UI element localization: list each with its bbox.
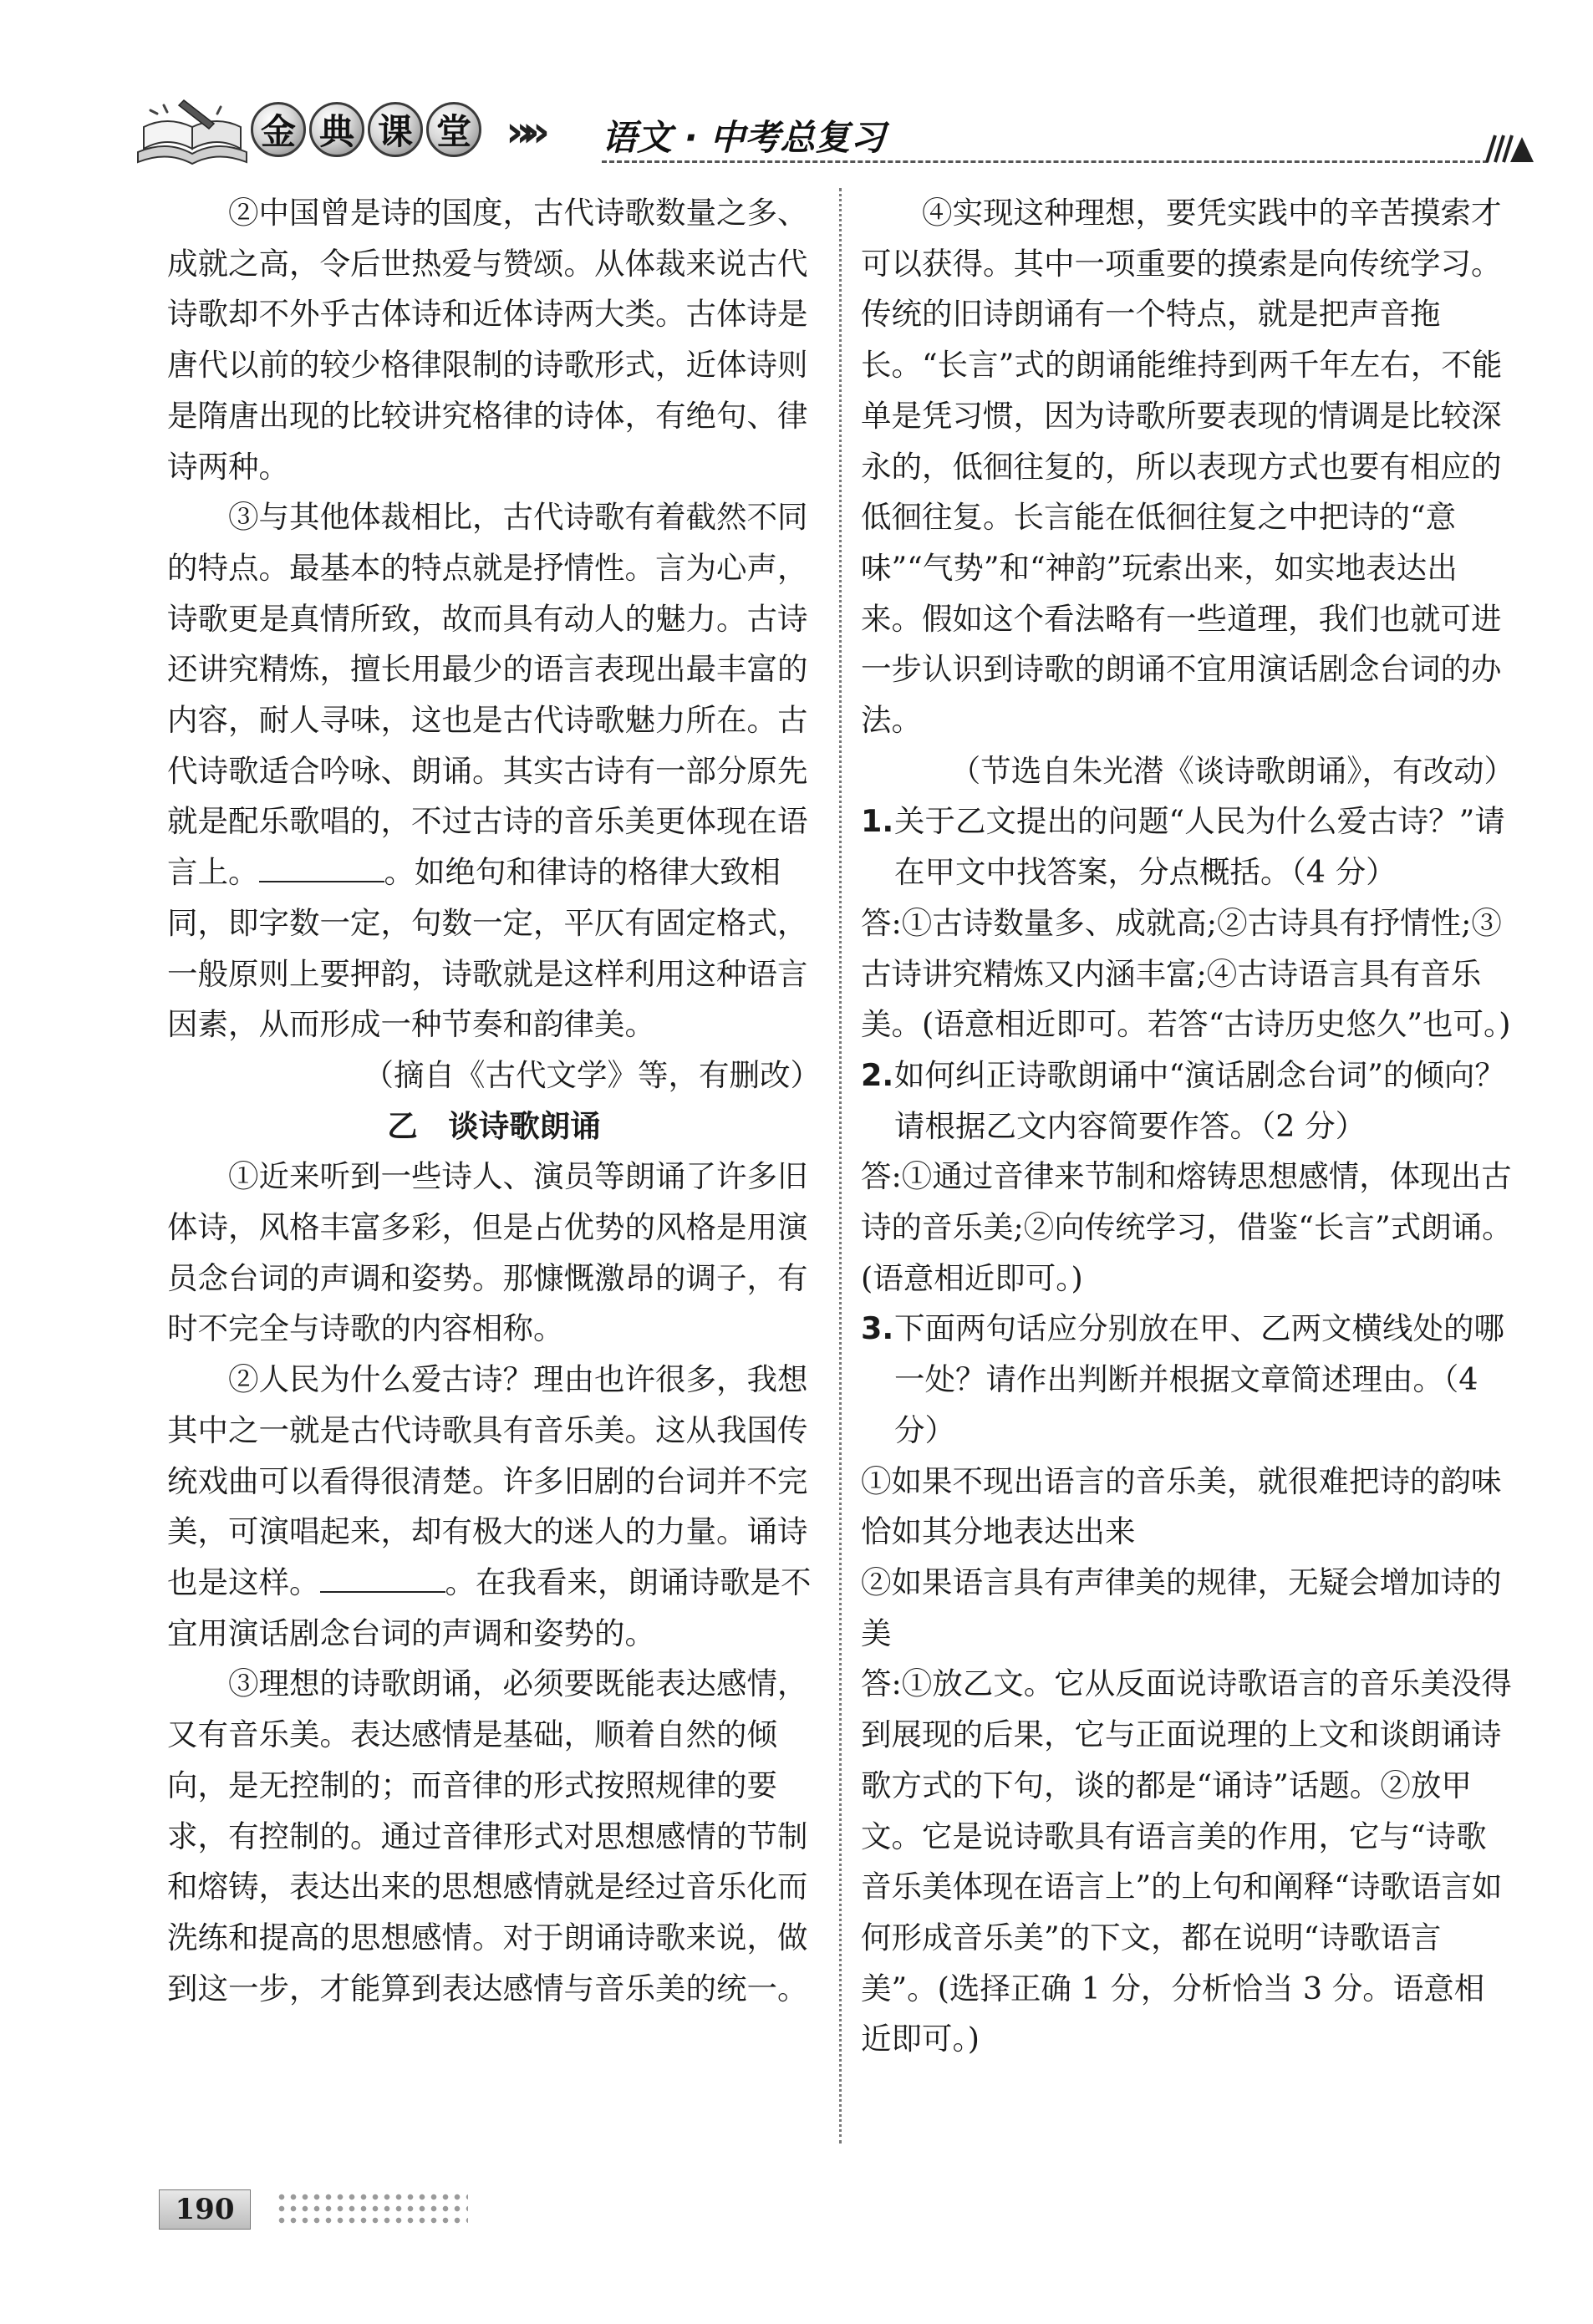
paragraph-text: 。如绝句和律诗的格律大致相同，即字数一定，句数一定，平仄有固定格式，一般原则上要押韵，诗歌就是这样利用这种语言因素，从而形成一种节奏和韵律美。 — [167, 854, 808, 1043]
question-number: 1. — [861, 803, 894, 840]
answer-block — [861, 898, 1514, 1050]
subject-title: 语文 · 中考总复习 — [602, 117, 886, 158]
footer-dots — [276, 2191, 468, 2228]
answer-text: 答:①古诗数量多、成就高;②古诗具有抒情性;③古诗讲究精炼又内涵丰富;④古诗语言具有音乐美。(语意相近即可。若答“古诗历史悠久”也可。) — [861, 904, 1511, 1043]
paragraph: ④实现这种理想，要凭实践中的辛苦摸索才可以获得。其中一项重要的摸索是向传统学习。传统的旧诗朗诵有一个特点，就是把声音拖长。“长言”式的朗诵能维持到两千年左右，不能单是凭习惯，因为诗歌所要表现的情调是比较深永的，低徊往复的，所以表现方式也要有相应的低徊往复。长言能在低徊往复之中把诗的“意味”“气势”和“神韵”玩索出来，如实地表达出来。假如这个看法略有一些道理，我们也就可进一步认识到诗歌的朗诵不宜用演话剧念台词的办法。 — [861, 195, 1503, 739]
question-2 — [861, 1050, 1514, 1152]
paragraph: ②中国曾是诗的国度，古代诗歌数量之多、成就之高，令后世热爱与赞颂。从体裁来说古代诗歌却不外乎古体诗和近体诗两大类。古体诗是唐代以前的较少格律限制的诗歌形式，近体诗则是隋唐出现的比较讲究格律的诗体，有绝句、律诗两种。 — [167, 195, 808, 485]
paragraph: ③理想的诗歌朗诵，必须要既能表达感情，又有音乐美。表达感情是基础，顺着自然的倾向，是无控制的；而音律的形式按照规律的要求，有控制的。通过音律形式对思想感情的节制和熔铸，表达出来的思想感情就是经过音乐化而洗练和提高的思想感情。对于朗诵诗歌来说，做到这一步，才能算到表达感情与音乐美的统一。 — [167, 1665, 808, 2006]
brand-char: 堂 — [426, 102, 481, 157]
source-citation: （摘自《古代文学》等，有删改） — [363, 1056, 821, 1093]
brand-char: 课 — [368, 102, 423, 157]
option-sentence: ①如果不现出语言的音乐美，就很难把诗的韵味恰如其分地表达出来 — [861, 1462, 1502, 1550]
source-citation: （节选自朱光潜《谈诗歌朗诵》，有改动） — [949, 752, 1514, 789]
page-header — [125, 84, 1513, 175]
header-divider — [602, 160, 1488, 163]
left-column — [167, 188, 821, 2014]
article-subtitle: 乙 谈诗歌朗诵 — [387, 1107, 601, 1144]
question-text: 下面两句话应分别放在甲、乙两文横线处的哪一处？请作出判断并根据文章简述理由。（4 分） — [894, 1310, 1504, 1448]
question-1 — [861, 796, 1514, 898]
question-number: 3. — [861, 1310, 894, 1347]
fill-blank — [259, 851, 384, 883]
triangle-mark-icon — [1484, 127, 1534, 164]
question-3 — [861, 1304, 1514, 1456]
page-number: 190 — [159, 2189, 251, 2230]
paragraph-text: 。在我看来，朗诵诗歌是不宜用演话剧念台词的声调和姿势的。 — [167, 1564, 812, 1651]
paragraph — [167, 1355, 821, 1659]
paragraph — [167, 492, 821, 1050]
answer-text: 答:①放乙文。它从反面说诗歌语言的音乐美没得到展现的后果，它与正面说理的上文和谈朗诵诗歌方式的下句，谈的都是“诵诗”话题。②放甲文。它是说诗歌具有语言美的作用，它与“诗歌音乐美体现在语言上”的上句和阐释“诗歌语言如何形成音乐美”的下文，都在说明“诗歌语言美”。(选择正确 1 分，分析恰当 3 分。语意相近即可。) — [861, 1665, 1512, 2057]
question-text: 如何纠正诗歌朗诵中“演话剧念台词”的倾向？请根据乙文内容简要作答。（2 分） — [894, 1056, 1505, 1144]
book-logo-icon — [134, 94, 251, 169]
answer-block — [861, 1659, 1514, 2065]
paragraph-text: ②人民为什么爱古诗？理由也许很多，我想其中之一就是古代诗歌具有音乐美。这从我国传统戏曲可以看得很清楚。许多旧剧的台词并不完美，可演唱起来，却有极大的迷人的力量。诵诗也是这样。 — [167, 1361, 808, 1600]
fill-blank — [320, 1560, 445, 1593]
option-sentence: ②如果语言具有声律美的规律，无疑会增加诗的美 — [861, 1564, 1502, 1651]
brand-char: 金 — [251, 102, 306, 157]
answer-block — [861, 1152, 1514, 1304]
brand-char: 典 — [309, 102, 364, 157]
chevron-icon: »» — [506, 107, 539, 157]
column-divider — [839, 188, 842, 2143]
paragraph-text: ③与其他体裁相比，古代诗歌有着截然不同的特点。最基本的特点就是抒情性。言为心声，诗歌更是真情所致，故而具有动人的魅力。古诗还讲究精炼，擅长用最少的语言表现出最丰富的内容，耐人寻味，这也是古代诗歌魅力所在。古代诗歌适合吟咏、朗诵。其实古诗有一部分原先就是配乐歌唱的，不过古诗的音乐美更体现在语言上。 — [167, 499, 808, 891]
brand-logo — [251, 102, 481, 160]
question-text: 关于乙文提出的问题“人民为什么爱古诗？”请在甲文中找答案，分点概括。（4 分） — [894, 803, 1505, 891]
answer-text: 答:①通过音律来节制和熔铸思想感情，体现出古诗的音乐美;②向传统学习，借鉴“长言”式朗诵。(语意相近即可。) — [861, 1158, 1513, 1296]
right-column — [861, 188, 1514, 2065]
question-number: 2. — [861, 1056, 894, 1093]
paragraph: ①近来听到一些诗人、演员等朗诵了许多旧体诗，风格丰富多彩，但是占优势的风格是用演员念台词的声调和姿势。那慷慨激昂的调子，有时不完全与诗歌的内容相称。 — [167, 1158, 808, 1347]
